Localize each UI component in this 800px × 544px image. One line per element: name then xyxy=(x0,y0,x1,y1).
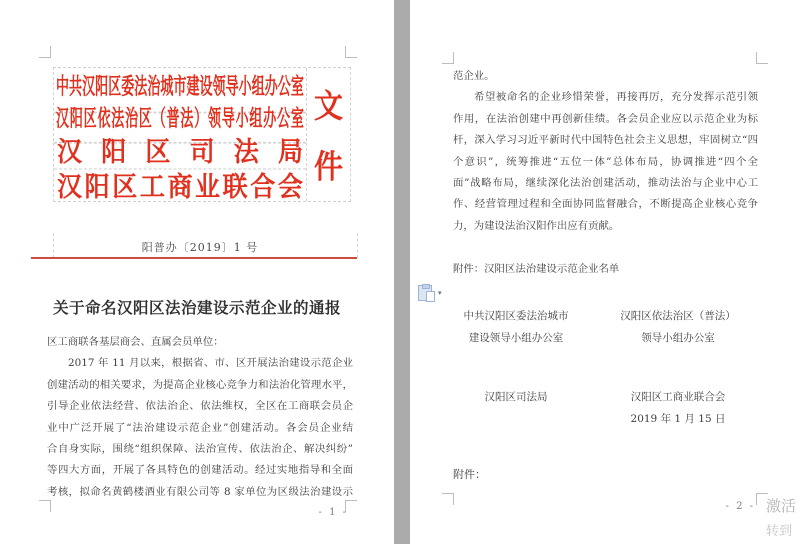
crop-mark xyxy=(39,46,51,58)
page-1-body xyxy=(47,332,353,503)
windows-activation-watermark xyxy=(766,495,800,539)
wenjian-vertical-label: 文 件 xyxy=(313,86,343,186)
body-line: 面”战略布局，继续深化法治创建活动，推动法治与企业中心工 xyxy=(453,176,758,189)
body-line: 个意识”，统筹推进“五位一体”总体布局，协调推进“四个全 xyxy=(453,155,758,168)
body-line: 引导企业依法经营、依法治企、依法维权，全区在工商联会员企 xyxy=(47,400,353,413)
body-line: 作、经营管理过程和全面协同监督融合，不断提高企业核心竞争 xyxy=(453,198,758,211)
body-line: 希望被命名的企业珍惜荣誉，再接再厉，充分发挥示范引领 xyxy=(474,91,758,104)
paste-options-button[interactable] xyxy=(418,285,448,303)
page-2-body xyxy=(453,66,758,280)
signature-org-right-top xyxy=(598,305,758,350)
body-line: 业中广泛开展了“法治建设示范企业”创建活动。各会员企业结 xyxy=(47,421,353,434)
signature-line: 汉阳区依法治区（普法） xyxy=(620,310,736,322)
body-line: 区工商联各基层商会、直属会员单位： xyxy=(47,336,224,348)
watermark-line-1: 激活 xyxy=(766,497,797,515)
attachment-label: 附件： xyxy=(453,468,486,481)
document-number: 阳普办〔2019〕1 号 xyxy=(141,241,259,254)
page-1 xyxy=(0,0,394,544)
org-line-4: 汉 阳 区 工 商 业 联 合 会 xyxy=(57,170,303,202)
document-title: 关于命名汉阳区法治建设示范企业的通报 xyxy=(52,298,341,317)
letterhead-org-column xyxy=(54,68,307,201)
body-line: 考核，拟命名黄鹤楼酒业有限公司等 8 家单位为区级法治建设示 xyxy=(47,485,353,498)
body-line: 杆，深入学习习近平新时代中国特色社会主义思想，牢固树立“四 xyxy=(453,134,758,147)
body-line xyxy=(453,237,758,258)
red-letterhead-table xyxy=(53,67,351,202)
body-line: 创建活动的相关要求，为提高企业核心竞争力和法治化管理水平， xyxy=(47,378,353,391)
red-separator-rule xyxy=(31,257,357,259)
signature-date: 2019 年 1 月 15 日 xyxy=(630,413,726,426)
org-line-3: 汉 阳 区 司 法 局 xyxy=(54,131,306,170)
body-line: 2017 年 11 月以来，根据省、市、区开展法治建设示范企业 xyxy=(68,357,353,370)
page-number-1: - 1 - xyxy=(318,507,348,518)
signature-line: 中共汉阳区委法治城市 xyxy=(463,310,569,322)
signature-org-left-top xyxy=(433,305,599,350)
page-number-2: - 2 - xyxy=(725,501,755,512)
body-line: 合自身实际，围绕“组织保障、法治宣传、依法治企、解决纠纷” xyxy=(47,442,353,455)
org-line-1: 中 共 汉 阳 区 委 法 治 城 市 建 设 领 导 小 组 办 公 室 xyxy=(54,56,306,114)
body-line: 力，为建设法治汉阳作出应有贡献。 xyxy=(453,219,620,232)
org-line-2: 汉 阳 区 依 法 治 区 （ 普 法 ） 领 导 小 组 办 公 室 xyxy=(54,89,306,143)
body-line: 附件：汉阳区法治建设示范企业名单 xyxy=(453,262,620,275)
chevron-down-icon: ▾ xyxy=(438,289,442,297)
crop-mark xyxy=(442,52,454,64)
watermark-line-2: 转到 xyxy=(766,524,793,539)
signature-org-left-bottom xyxy=(433,386,599,408)
page-2 xyxy=(410,0,800,544)
crop-mark xyxy=(345,46,357,58)
signature-line: 汉阳区司法局 xyxy=(484,391,548,403)
signature-org-right-bottom xyxy=(598,386,758,431)
crop-mark xyxy=(756,52,768,64)
body-line: 作用，在法治创建中再创新佳绩。各会员企业应以示范企业为标 xyxy=(453,112,758,125)
signature-line: 汉阳区工商业联合会 xyxy=(630,391,726,403)
text-boundary-line xyxy=(357,233,358,258)
body-line: 范企业。 xyxy=(453,70,495,82)
crop-mark xyxy=(442,493,454,505)
signature-line: 领导小组办公室 xyxy=(641,332,715,345)
body-line: 等四大方面，开展了各具特色的创建活动。经过实地指导和全面 xyxy=(47,464,353,477)
signature-line: 建设领导小组办公室 xyxy=(468,332,564,345)
clipboard-icon xyxy=(418,285,432,301)
